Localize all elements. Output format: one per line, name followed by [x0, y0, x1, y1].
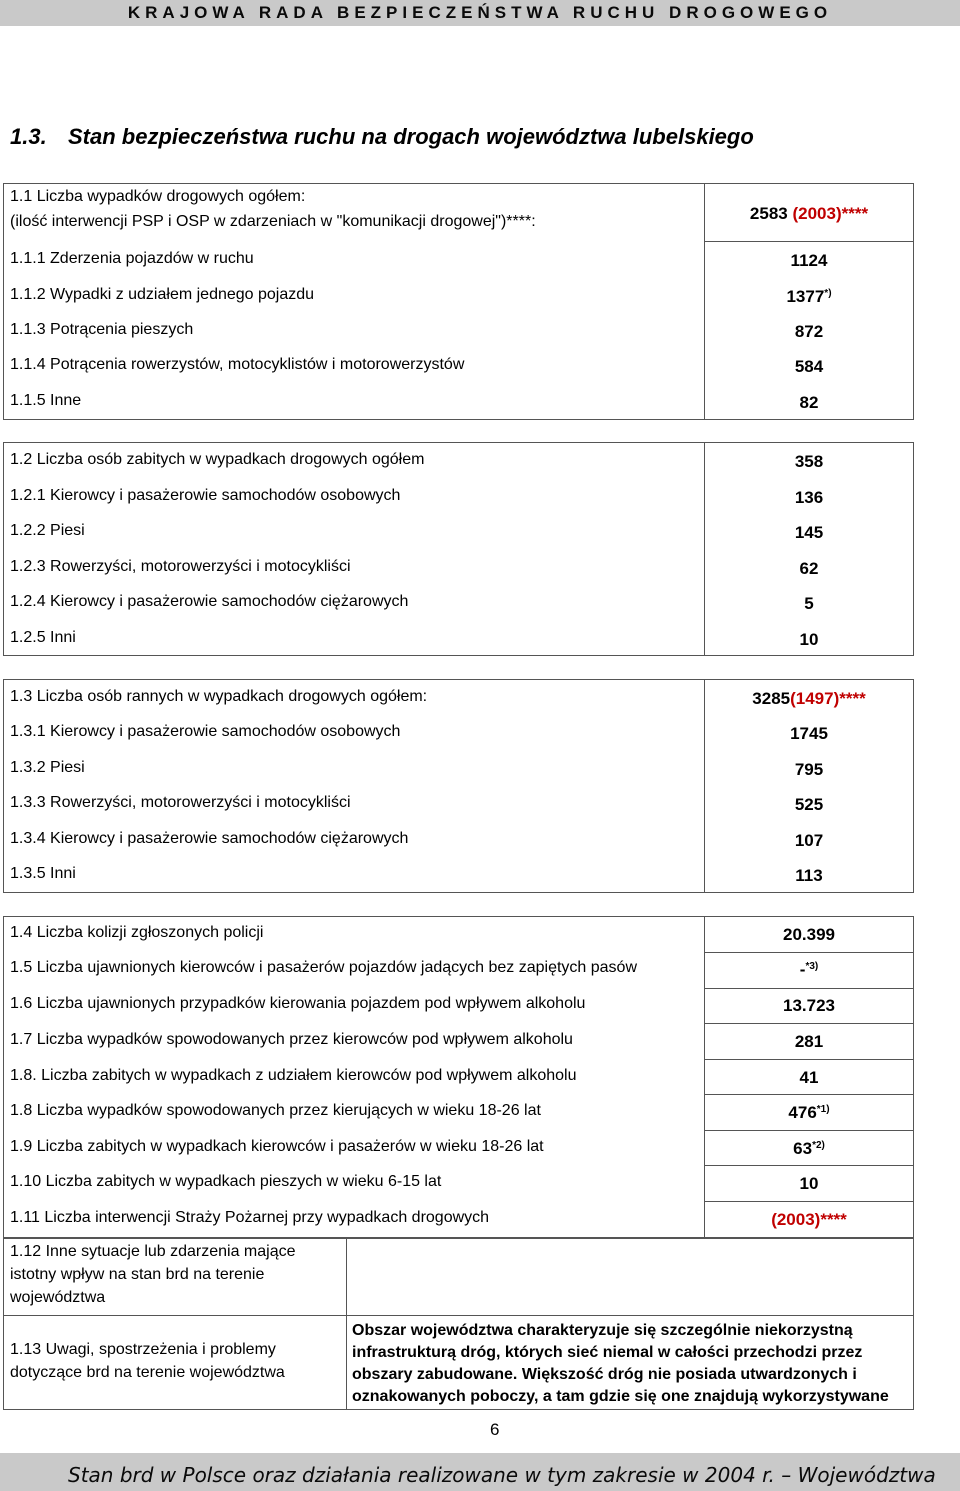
- b3-row1-value-red: (1497)****: [790, 689, 866, 708]
- section-number: 1.3.: [10, 124, 47, 149]
- b3-row2-value: 1745: [790, 724, 828, 743]
- b4-row6-footnote: *1): [816, 1104, 830, 1115]
- b2-row3-label: 1.2.2 Piesi: [10, 522, 85, 539]
- b4-row8-label: 1.10 Liczba zabitych w wypadkach pieszych w wieku 6-15 lat: [10, 1173, 442, 1190]
- b1-row6-label: 1.1.5 Inne: [10, 392, 82, 409]
- b4-row9-label: 1.11 Liczba interwencji Straży Pożarnej przy wypadkach drogowych: [10, 1209, 490, 1226]
- b4-row7-value: [704, 1139, 914, 1159]
- section-title: [10, 124, 754, 150]
- b2-row5-value: 5: [804, 594, 814, 613]
- b1-row3-footnote: *): [824, 288, 832, 299]
- b4-row3-label: 1.6 Liczba ujawnionych przypadków kierowania pojazdem pod wpływem alkoholu: [10, 995, 586, 1012]
- b5-row2-line2: dotyczące brd na terenie województwa: [10, 1364, 285, 1381]
- b4-row9-value: (2003)****: [771, 1210, 847, 1229]
- page-number: 6: [490, 1420, 500, 1439]
- b2-row6-label: 1.2.5 Inni: [10, 629, 76, 646]
- b1-row5-value: 584: [794, 357, 824, 376]
- b1-row1-line2: (ilość interwencji PSP i OSP w zdarzeniach w "komunikacji drogowej")****:: [10, 213, 536, 230]
- b2-row3-value: 145: [794, 523, 824, 542]
- b2-row1-value: 358: [794, 452, 824, 471]
- b4-row8-value: 10: [799, 1174, 819, 1193]
- b1-row1-value-main: 2583: [749, 204, 788, 223]
- block3-value-box: [704, 679, 914, 893]
- b1-row5-label: 1.1.4 Potrącenia rowerzystów, motocyklistów i motorowerzystów: [10, 356, 465, 373]
- section-title-text: Stan bezpieczeństwa ruchu na drogach województwa lubelskiego: [68, 124, 754, 149]
- b4-row2-label: 1.5 Liczba ujawnionych kierowców i pasażerów pojazdów jadących bez zapiętych pasów: [10, 959, 638, 976]
- b4-row2-value-main: -: [799, 960, 806, 979]
- b3-row4-value: 525: [794, 795, 824, 814]
- b5-row2-line1: 1.13 Uwagi, spostrzeżenia i problemy: [10, 1341, 276, 1358]
- b5-row1-line2: istotny wpływ na stan brd na terenie: [10, 1266, 265, 1283]
- b3-row1-value-main: 3285: [752, 689, 791, 708]
- b4-row7-footnote: *2): [812, 1140, 825, 1151]
- b5-note-text: Obszar województwa charakteryzuje się szczególnie niekorzystną infrastrukturą dróg, których sieć niemal w całości przechodzi przez obszary zabudowane. Większość dróg nie posiada utwardzonych i oznakowanych poboczy, a tam gdzie się one znajdują wykorzystywane: [352, 1322, 889, 1405]
- b4-row2-value: [704, 960, 914, 980]
- b1-row4-value: 872: [794, 322, 824, 341]
- b1-row1-value-red: (2003)****: [792, 204, 869, 223]
- b5-row1-line1: 1.12 Inne sytuacje lub zdarzenia mające: [10, 1243, 296, 1260]
- b4-row1-value: 20.399: [783, 925, 835, 944]
- b2-row1-label: 1.2 Liczba osób zabitych w wypadkach drogowych ogółem: [10, 451, 425, 468]
- b3-row6-value: 113: [795, 866, 823, 885]
- b1-row2-value: 1124: [790, 251, 828, 270]
- b2-row4-label: 1.2.3 Rowerzyści, motorowerzyści i motocykliści: [10, 558, 351, 575]
- b5-row1-line3: województwa: [10, 1289, 106, 1306]
- b4-row4-label: 1.7 Liczba wypadków spowodowanych przez kierowców pod wpływem alkoholu: [10, 1031, 573, 1048]
- b2-row5-label: 1.2.4 Kierowcy i pasażerowie samochodów ciężarowych: [10, 593, 409, 610]
- b4-row7-label: 1.9 Liczba zabitych w wypadkach kierowców i pasażerów w wieku 18-26 lat: [10, 1138, 544, 1155]
- b3-row4-label: 1.3.3 Rowerzyści, motorowerzyści i motocykliści: [10, 794, 351, 811]
- b4-row2-footnote: *3): [805, 961, 819, 972]
- b4-row3-value: 13.723: [783, 996, 835, 1015]
- b4-row7-value-main: 63: [793, 1139, 813, 1158]
- b4-row6-value: [704, 1103, 914, 1123]
- b1-row3-label: 1.1.2 Wypadki z udziałem jednego pojazdu: [10, 286, 315, 303]
- b3-row3-label: 1.3.2 Piesi: [10, 759, 85, 776]
- b2-row6-value: 10: [799, 630, 819, 649]
- block3-label-box: [3, 679, 705, 893]
- b3-row3-value: 795: [794, 760, 824, 779]
- b4-row1-label: 1.4 Liczba kolizji zgłoszonych policji: [10, 924, 264, 941]
- b1-row6-value: 82: [799, 393, 819, 412]
- b2-row2-label: 1.2.1 Kierowcy i pasażerowie samochodów osobowych: [10, 487, 401, 504]
- b4-row4-value: 281: [794, 1032, 824, 1051]
- b1-row1-line1: 1.1 Liczba wypadków drogowych ogółem:: [10, 188, 306, 205]
- b3-row5-value: 107: [794, 831, 824, 850]
- b2-row2-value: 136: [794, 488, 824, 507]
- b3-row1-label: 1.3 Liczba osób rannych w wypadkach drogowych ogółem:: [10, 688, 428, 705]
- b1-row2-label: 1.1.1 Zderzenia pojazdów w ruchu: [10, 250, 254, 267]
- b2-row4-value: 62: [799, 559, 819, 578]
- b3-row1-value: [704, 689, 914, 709]
- b1-row4-label: 1.1.3 Potrącenia pieszych: [10, 321, 194, 338]
- block2-label-box: [3, 442, 705, 656]
- b4-row6-value-main: 476: [788, 1103, 817, 1122]
- footer-text: Stan brd w Polsce oraz działania realizowane w tym zakresie w 2004 r. – Województwa: [68, 1463, 936, 1487]
- b1-row1-value: [704, 204, 914, 224]
- b4-row5-value: 41: [799, 1068, 819, 1087]
- b1-row3-value-main: 1377: [786, 287, 825, 306]
- b3-row6-label: 1.3.5 Inni: [10, 865, 76, 882]
- b4-row6-label: 1.8 Liczba wypadków spowodowanych przez kierujących w wieku 18-26 lat: [10, 1102, 541, 1119]
- block2-value-box: [704, 442, 914, 656]
- header-title: KRAJOWA RADA BEZPIECZEŃSTWA RUCHU DROGOWEGO: [127, 3, 833, 22]
- b1-row3-value: [704, 287, 914, 307]
- b4-row5-label: 1.8. Liczba zabitych w wypadkach z udziałem kierowców pod wpływem alkoholu: [10, 1067, 577, 1084]
- b3-row2-label: 1.3.1 Kierowcy i pasażerowie samochodów osobowych: [10, 723, 401, 740]
- b3-row5-label: 1.3.4 Kierowcy i pasażerowie samochodów ciężarowych: [10, 830, 409, 847]
